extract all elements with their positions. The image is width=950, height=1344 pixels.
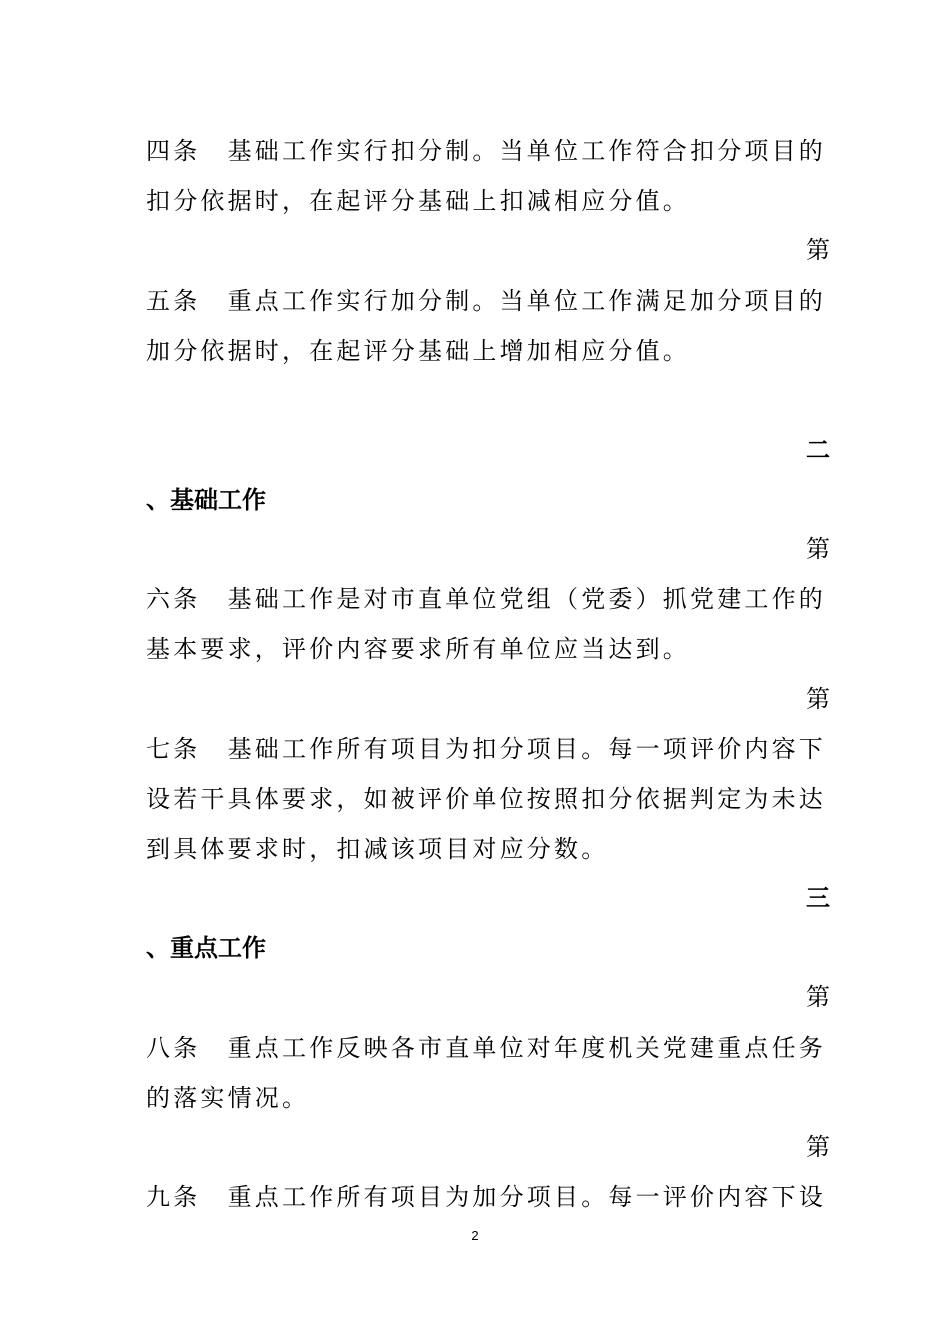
article-8-line-2: 的落实情况。 xyxy=(146,1084,310,1112)
section-3-heading: 、重点工作 xyxy=(146,934,266,962)
article-7-line-2: 设若干具体要求，如被评价单位按照扣分依据判定为未达 xyxy=(146,785,826,813)
section-2-heading: 、基础工作 xyxy=(146,486,266,514)
article-6-line-2: 基本要求，评价内容要求所有单位应当达到。 xyxy=(146,635,690,663)
article-8-prefix: 第 xyxy=(806,983,830,1011)
article-4-line-2: 扣分依据时，在起评分基础上扣减相应分值。 xyxy=(146,187,690,215)
section-3-number: 三 xyxy=(806,884,830,912)
article-9-line-1: 九条 重点工作所有项目为加分项目。每一评价内容下设 xyxy=(146,1183,826,1211)
article-5-prefix: 第 xyxy=(806,236,830,264)
article-5-line-2: 加分依据时，在起评分基础上增加相应分值。 xyxy=(146,337,690,365)
article-4-line-1: 四条 基础工作实行扣分制。当单位工作符合扣分项目的 xyxy=(146,137,826,165)
article-7-line-3: 到具体要求时，扣减该项目对应分数。 xyxy=(146,835,609,863)
section-2-number: 二 xyxy=(806,436,830,464)
article-6-line-1: 六条 基础工作是对市直单位党组（党委）抓党建工作的 xyxy=(146,585,826,613)
article-7-prefix: 第 xyxy=(806,685,830,713)
page-number: 2 xyxy=(471,1228,479,1243)
article-7-line-1: 七条 基础工作所有项目为扣分项目。每一项评价内容下 xyxy=(146,735,826,763)
article-9-prefix: 第 xyxy=(806,1133,830,1161)
article-6-prefix: 第 xyxy=(806,535,830,563)
article-5-line-1: 五条 重点工作实行加分制。当单位工作满足加分项目的 xyxy=(146,287,826,315)
article-8-line-1: 八条 重点工作反映各市直单位对年度机关党建重点任务 xyxy=(146,1034,826,1062)
